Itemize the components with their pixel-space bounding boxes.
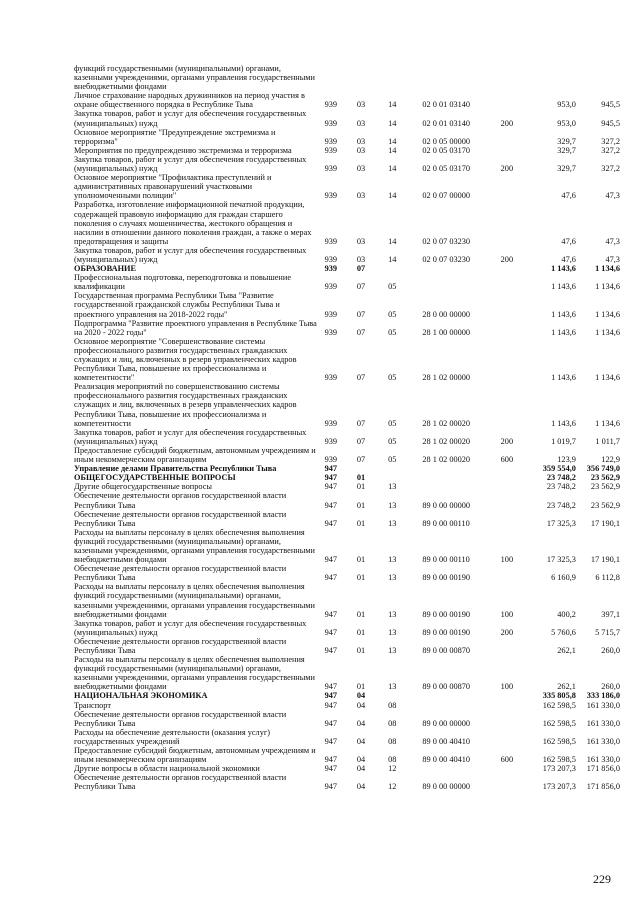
row-amount-executed-cell: 5 715,7	[595, 627, 620, 637]
row-name-cell: Обеспечение деятельности органов государственной власти Республики Тыва	[74, 773, 287, 792]
table-row	[74, 109, 620, 127]
table-row	[74, 528, 620, 564]
row-name-cell: Транспорт	[74, 700, 111, 710]
row-amount-executed-cell: 327,2	[601, 164, 620, 174]
row-name-cell: Личное страхование народных дружинников на период участия в охране общественного порядка в Республике Тыва	[74, 91, 305, 110]
row-amount-executed-cell: 161 330,0	[586, 718, 620, 728]
row-amount-approved-cell: 1 143,6	[551, 373, 576, 383]
table-row	[74, 728, 620, 746]
table-row	[74, 746, 620, 764]
row-target-article-cell: 89 0 00 00110	[422, 518, 470, 528]
table-row	[74, 291, 620, 318]
row-section-code-cell: 03	[356, 145, 366, 155]
row-amount-approved-cell: 329,7	[557, 145, 576, 155]
table-row	[74, 264, 620, 273]
row-expense-type-cell: 200	[500, 436, 514, 446]
row-amount-approved-cell: 162 598,5	[542, 755, 576, 765]
row-name-cell: Обеспечение деятельности органов государственной власти Республики Тыва	[74, 564, 287, 583]
row-amount-approved-cell: 1 019,7	[551, 436, 576, 446]
row-target-article-cell: 28 1 02 00000	[422, 373, 471, 383]
row-amount-approved-cell: 329,7	[557, 164, 576, 174]
row-subsection-code-cell: 08	[388, 736, 397, 746]
row-ministry-code-cell: 947	[324, 700, 338, 710]
row-amount-executed-cell: 17 190,1	[590, 555, 620, 565]
row-ministry-code-cell: 939	[324, 309, 338, 319]
row-expense-type-cell: 200	[500, 118, 514, 128]
row-amount-approved-cell: 173 207,3	[542, 764, 576, 774]
row-subsection-code-cell: 08	[388, 755, 397, 765]
row-ministry-code-cell: 939	[324, 100, 338, 110]
row-amount-approved-cell: 162 598,5	[542, 736, 576, 746]
row-amount-executed-cell: 1 134,6	[595, 309, 620, 319]
row-subsection-code-cell: 13	[388, 500, 397, 510]
table-row	[74, 246, 620, 264]
row-expense-type-cell: 100	[500, 682, 514, 692]
table-row	[74, 200, 620, 245]
row-subsection-code-cell: 14	[388, 254, 397, 264]
row-ministry-code-cell: 939	[324, 373, 338, 383]
row-section-code-cell: 01	[356, 482, 366, 492]
table-row	[74, 473, 620, 482]
row-ministry-code-cell: 939	[324, 455, 338, 465]
row-amount-executed-cell: 1 134,6	[595, 418, 620, 428]
row-name-cell: Разработка, изготовление информационной печатной продукции, содержащей правовую информацию для граждан старшего поколения о случаях мошенничества, жестокого обращения и насилии в отношении данного поколения граждан, а также о мерах предотвращения и защиты	[74, 200, 312, 246]
row-section-code-cell: 07	[356, 455, 366, 465]
row-amount-approved-cell: 1 143,6	[551, 418, 576, 428]
row-name-cell: Расходы на выплаты персоналу в целях обеспечения выполнения функций государственными (муниципальными) органами, казенными учреждениями, органами управления государственными внебюджетными фондами	[74, 582, 315, 619]
row-target-article-cell: 89 0 00 40410	[422, 736, 471, 746]
row-amount-executed-cell: 327,2	[601, 136, 620, 146]
row-name-cell: Профессиональная подготовка, переподготовка и повышение квалификации	[74, 273, 291, 292]
row-ministry-code-cell: 939	[324, 118, 338, 128]
row-amount-approved-cell: 162 598,5	[542, 718, 576, 728]
table-row	[74, 619, 620, 637]
row-ministry-code-cell: 947	[324, 646, 338, 655]
row-amount-executed-cell: 945,5	[601, 100, 620, 110]
row-section-code-cell: 07	[356, 309, 366, 319]
row-subsection-code-cell: 05	[388, 309, 397, 319]
row-target-article-cell: 89 0 00 00190	[422, 573, 471, 583]
row-section-code-cell: 07	[356, 373, 366, 383]
row-amount-approved-cell: 5 760,6	[551, 627, 576, 637]
row-ministry-code-cell: 939	[324, 164, 338, 174]
row-amount-approved-cell: 23 748,2	[546, 500, 576, 510]
row-name-cell: Закупка товаров, работ и услуг для обеспечения государственных (муниципальных) нужд	[74, 618, 307, 637]
row-target-article-cell: 02 0 05 00000	[422, 136, 471, 146]
row-subsection-code-cell: 08	[388, 700, 397, 710]
row-amount-executed-cell: 356 749,0	[586, 464, 620, 474]
row-target-article-cell: 89 0 00 40410	[422, 755, 471, 765]
table-row	[74, 446, 620, 464]
row-section-code-cell: 01	[356, 627, 366, 637]
row-ministry-code-cell: 939	[324, 145, 338, 155]
row-amount-executed-cell: 1 134,6	[595, 264, 620, 274]
table-row	[74, 482, 620, 491]
table-row	[74, 510, 620, 528]
row-subsection-code-cell: 13	[388, 482, 397, 492]
row-name-cell: Управление делами Правительства Республики Тыва	[74, 464, 277, 474]
row-subsection-code-cell: 13	[388, 518, 397, 528]
row-ministry-code-cell: 939	[324, 418, 338, 428]
table-row	[74, 155, 620, 173]
row-ministry-code-cell: 947	[324, 718, 338, 728]
row-amount-executed-cell: 47,3	[605, 254, 620, 264]
row-amount-approved-cell: 17 325,3	[546, 518, 576, 528]
row-ministry-code-cell: 939	[324, 136, 338, 146]
row-amount-executed-cell: 23 562,9	[590, 500, 620, 510]
row-subsection-code-cell: 13	[388, 627, 397, 637]
row-section-code-cell: 07	[356, 264, 366, 274]
row-target-article-cell: 02 0 05 03170	[422, 145, 471, 155]
row-amount-approved-cell: 47,6	[561, 191, 576, 201]
row-subsection-code-cell: 05	[388, 436, 397, 446]
row-subsection-code-cell: 05	[388, 282, 397, 292]
row-amount-executed-cell: 161 330,0	[586, 700, 620, 710]
row-amount-executed-cell: 171 856,0	[586, 764, 620, 774]
row-ministry-code-cell: 939	[324, 264, 338, 274]
row-section-code-cell: 04	[356, 755, 366, 765]
row-subsection-code-cell: 13	[388, 646, 397, 655]
row-ministry-code-cell: 947	[324, 755, 338, 765]
table-row	[74, 764, 620, 773]
row-ministry-code-cell: 947	[324, 764, 338, 774]
row-subsection-code-cell: 05	[388, 418, 397, 428]
row-name-cell: ОБЩЕГОСУДАРСТВЕННЫЕ ВОПРОСЫ	[74, 473, 236, 483]
row-target-article-cell: 02 0 07 03230	[422, 254, 471, 264]
row-amount-executed-cell: 260,0	[601, 682, 620, 692]
budget-table	[74, 64, 620, 792]
row-amount-approved-cell: 262,1	[557, 682, 576, 692]
row-subsection-code-cell: 14	[388, 236, 397, 246]
row-section-code-cell: 01	[356, 500, 366, 510]
row-amount-executed-cell: 945,5	[601, 118, 620, 128]
row-section-code-cell: 03	[356, 118, 366, 128]
row-amount-approved-cell: 162 598,5	[542, 700, 576, 710]
row-section-code-cell: 01	[356, 473, 366, 483]
row-target-article-cell: 02 0 07 00000	[422, 191, 471, 201]
row-section-code-cell: 07	[356, 282, 366, 292]
row-expense-type-cell: 200	[500, 254, 514, 264]
row-amount-executed-cell: 122,9	[601, 455, 620, 465]
row-amount-approved-cell: 173 207,3	[542, 782, 576, 792]
row-expense-type-cell: 100	[500, 609, 514, 619]
row-amount-approved-cell: 1 143,6	[551, 309, 576, 319]
table-row	[74, 64, 620, 91]
row-ministry-code-cell: 947	[324, 555, 338, 565]
row-expense-type-cell: 200	[500, 164, 514, 174]
table-row	[74, 655, 620, 691]
row-section-code-cell: 01	[356, 555, 366, 565]
table-row	[74, 273, 620, 291]
row-section-code-cell: 03	[356, 254, 366, 264]
table-row	[74, 582, 620, 618]
row-target-article-cell: 89 0 00 00190	[422, 627, 471, 637]
row-section-code-cell: 01	[356, 518, 366, 528]
row-subsection-code-cell: 08	[388, 718, 397, 728]
row-amount-executed-cell: 47,3	[605, 191, 620, 201]
row-target-article-cell: 89 0 00 00110	[422, 555, 470, 565]
row-name-cell: Закупка товаров, работ и услуг для обеспечения государственных (муниципальных) нужд	[74, 154, 307, 174]
row-name-cell: Предоставление субсидий бюджетным, автономным учреждениям и иным некоммерческим организациям	[74, 445, 316, 465]
row-name-cell: Государственная программа Республики Тыва "Развитие государственной гражданской службы Республики Тыва и проектного управления на 2018-2022 годы"	[74, 291, 280, 319]
row-expense-type-cell: 600	[500, 755, 514, 765]
row-name-cell: Мероприятия по предупреждению экстремизма и терроризма	[74, 145, 292, 155]
row-ministry-code-cell: 939	[324, 436, 338, 446]
row-section-code-cell: 07	[356, 327, 366, 337]
row-section-code-cell: 04	[356, 736, 366, 746]
row-name-cell: Основное мероприятие "Предупреждение экстремизма и терроризма"	[74, 127, 276, 146]
row-ministry-code-cell: 939	[324, 282, 338, 292]
row-section-code-cell: 01	[356, 609, 366, 619]
row-section-code-cell: 03	[356, 136, 366, 146]
row-name-cell: Реализация мероприятий по совершенствованию системы профессионального развития государственных гражданских служащих и лиц, включенных в резерв управленческих кадров Республики Тыва, повышение их профессионализма и компетентности	[74, 382, 297, 428]
row-subsection-code-cell: 14	[388, 145, 397, 155]
row-name-cell: Расходы на выплаты персоналу в целях обеспечения выполнения функций государственными (муниципальными) органами, казенными учреждениями, органами управления государственными внебюджетными фондами	[74, 655, 315, 692]
row-subsection-code-cell: 13	[388, 555, 397, 565]
row-expense-type-cell: 100	[500, 555, 514, 565]
row-section-code-cell: 03	[356, 100, 366, 110]
table-row	[74, 691, 620, 700]
row-target-article-cell: 28 1 02 00020	[422, 418, 471, 428]
row-name-cell: НАЦИОНАЛЬНАЯ ЭКОНОМИКА	[74, 691, 208, 701]
table-row	[74, 146, 620, 155]
row-subsection-code-cell: 14	[388, 191, 397, 201]
row-name-cell: Обеспечение деятельности органов государственной власти Республики Тыва	[74, 709, 287, 728]
table-row	[74, 337, 620, 382]
table-row	[74, 491, 620, 509]
row-subsection-code-cell: 13	[388, 682, 397, 692]
row-name-cell: Обеспечение деятельности органов государственной власти Республики Тыва	[74, 636, 287, 655]
row-amount-executed-cell: 171 856,0	[586, 782, 620, 792]
row-name-cell: Другие вопросы в области национальной экономики	[74, 764, 260, 774]
table-row	[74, 701, 620, 710]
row-amount-executed-cell: 161 330,0	[586, 755, 620, 765]
row-amount-approved-cell: 23 748,2	[546, 473, 576, 483]
table-row	[74, 637, 620, 655]
row-target-article-cell: 02 0 01 03140	[422, 100, 471, 110]
row-amount-approved-cell: 953,0	[557, 100, 576, 110]
row-name-cell: Подпрограмма "Развитие проектного управления в Республике Тыва на 2020 - 2022 годы"	[74, 318, 317, 337]
row-ministry-code-cell: 939	[324, 327, 338, 337]
row-name-cell: Предоставление субсидий бюджетным, автономным учреждениям и иным некоммерческим организациям	[74, 746, 316, 765]
row-amount-approved-cell: 329,7	[557, 136, 576, 146]
row-section-code-cell: 07	[356, 418, 366, 428]
row-amount-approved-cell: 23 748,2	[546, 482, 576, 492]
row-ministry-code-cell: 947	[324, 464, 338, 474]
row-amount-executed-cell: 1 134,6	[595, 327, 620, 337]
row-amount-approved-cell: 47,6	[561, 236, 576, 246]
row-section-code-cell: 03	[356, 191, 366, 201]
row-ministry-code-cell: 939	[324, 236, 338, 246]
row-ministry-code-cell: 939	[324, 254, 338, 264]
row-ministry-code-cell: 939	[324, 191, 338, 201]
row-amount-executed-cell: 23 562,9	[590, 473, 620, 483]
row-section-code-cell: 01	[356, 573, 366, 583]
row-amount-executed-cell: 161 330,0	[586, 736, 620, 746]
row-amount-executed-cell: 6 112,8	[595, 573, 620, 583]
row-name-cell: Закупка товаров, работ и услуг для обеспечения государственных (муниципальных) нужд	[74, 109, 307, 128]
table-row	[74, 464, 620, 473]
row-amount-approved-cell: 953,0	[557, 118, 576, 128]
row-expense-type-cell: 200	[500, 627, 514, 637]
row-amount-executed-cell: 23 562,9	[590, 482, 620, 492]
row-amount-executed-cell: 397,1	[601, 609, 620, 619]
row-subsection-code-cell: 12	[388, 782, 397, 792]
row-amount-executed-cell: 1 134,6	[595, 282, 620, 292]
row-subsection-code-cell: 12	[388, 764, 397, 774]
row-ministry-code-cell: 947	[324, 482, 338, 492]
row-section-code-cell: 07	[356, 436, 366, 446]
row-name-cell: Закупка товаров, работ и услуг для обеспечения государственных (муниципальных) нужд	[74, 427, 307, 446]
row-target-article-cell: 02 0 05 03170	[422, 164, 471, 174]
row-subsection-code-cell: 14	[388, 100, 397, 110]
row-subsection-code-cell: 05	[388, 455, 397, 465]
row-ministry-code-cell: 947	[324, 627, 338, 637]
row-amount-executed-cell: 17 190,1	[590, 518, 620, 528]
row-ministry-code-cell: 947	[324, 782, 338, 792]
row-ministry-code-cell: 947	[324, 736, 338, 746]
table-row	[74, 773, 620, 791]
row-name-cell: Основное мероприятие "Совершенствование системы профессионального развития государственных гражданских служащих и лиц, включенных в резерв управленческих кадров Республики Тыва, повышение их профессионализма и компетентности"	[74, 336, 297, 383]
row-section-code-cell: 01	[356, 682, 366, 692]
row-amount-approved-cell: 47,6	[561, 254, 576, 264]
page-number: 229	[593, 872, 611, 886]
row-name-cell: Основное мероприятие "Профилактика преступлений и административных правонарушений участковыми уполномоченными полиции"	[74, 173, 272, 201]
table-row	[74, 564, 620, 582]
row-expense-type-cell: 600	[500, 455, 514, 465]
row-amount-approved-cell: 262,1	[557, 646, 576, 655]
row-amount-executed-cell: 1 011,7	[595, 436, 620, 446]
row-amount-approved-cell: 1 143,6	[551, 282, 576, 292]
row-ministry-code-cell: 947	[324, 518, 338, 528]
row-subsection-code-cell: 13	[388, 573, 397, 583]
row-subsection-code-cell: 05	[388, 327, 397, 337]
row-section-code-cell: 03	[356, 164, 366, 174]
row-target-article-cell: 89 0 00 00000	[422, 500, 471, 510]
row-ministry-code-cell: 947	[324, 500, 338, 510]
table-row	[74, 710, 620, 728]
row-section-code-cell: 04	[356, 764, 366, 774]
row-amount-approved-cell: 1 143,6	[551, 327, 576, 337]
row-name-cell: функций государственными (муниципальными) органами, казенными учреждениями, органами управления государственными внебюджетными фондами	[74, 64, 315, 92]
row-name-cell: Обеспечение деятельности органов государственной власти Республики Тыва	[74, 491, 287, 510]
row-subsection-code-cell: 14	[388, 136, 397, 146]
row-amount-executed-cell: 47,3	[605, 236, 620, 246]
row-amount-approved-cell: 359 554,0	[542, 464, 576, 474]
row-section-code-cell: 03	[356, 236, 366, 246]
table-row	[74, 128, 620, 146]
row-amount-approved-cell: 6 160,9	[551, 573, 576, 583]
table-row	[74, 319, 620, 337]
row-amount-executed-cell: 1 134,6	[595, 373, 620, 383]
row-target-article-cell: 89 0 00 00000	[422, 782, 471, 792]
row-name-cell: Расходы на выплаты персоналу в целях обеспечения выполнения функций государственными (муниципальными) органами, казенными учреждениями, органами управления государственными внебюджетными фондами	[74, 527, 315, 565]
row-section-code-cell: 04	[356, 718, 366, 728]
row-ministry-code-cell: 947	[324, 682, 338, 692]
row-target-article-cell: 89 0 00 00190	[422, 609, 471, 619]
table-row	[74, 91, 620, 109]
row-target-article-cell: 89 0 00 00870	[422, 682, 471, 692]
row-section-code-cell: 01	[356, 646, 366, 655]
row-amount-executed-cell: 333 186,0	[586, 691, 620, 701]
row-subsection-code-cell: 05	[388, 373, 397, 383]
row-target-article-cell: 28 0 00 00000	[422, 309, 471, 319]
table-row	[74, 382, 620, 427]
row-target-article-cell: 02 0 01 03140	[422, 118, 471, 128]
row-section-code-cell: 04	[356, 782, 366, 792]
table-row	[74, 173, 620, 200]
row-target-article-cell: 28 1 02 00020	[422, 455, 471, 465]
row-amount-approved-cell: 1 143,6	[551, 264, 576, 274]
row-amount-approved-cell: 17 325,3	[546, 555, 576, 565]
table-row	[74, 428, 620, 446]
row-amount-executed-cell: 260,0	[601, 646, 620, 655]
row-amount-approved-cell: 335 805,8	[542, 691, 576, 701]
row-amount-approved-cell: 400,2	[557, 609, 576, 619]
row-target-article-cell: 89 0 00 00000	[422, 718, 471, 728]
row-name-cell: Закупка товаров, работ и услуг для обеспечения государственных (муниципальных) нужд	[74, 245, 307, 264]
row-target-article-cell: 28 1 00 00000	[422, 327, 471, 337]
row-name-cell: ОБРАЗОВАНИЕ	[74, 264, 137, 274]
row-target-article-cell: 02 0 07 03230	[422, 236, 471, 246]
row-ministry-code-cell: 947	[324, 473, 338, 483]
row-target-article-cell: 89 0 00 00870	[422, 646, 471, 655]
row-amount-approved-cell: 123,9	[557, 455, 576, 465]
row-target-article-cell: 28 1 02 00020	[422, 436, 471, 446]
row-ministry-code-cell: 947	[324, 573, 338, 583]
row-name-cell: Обеспечение деятельности органов государственной власти Республики Тыва	[74, 509, 287, 528]
row-name-cell: Расходы на обеспечение деятельности (оказания услуг) государственных учреждений	[74, 727, 271, 746]
row-section-code-cell: 04	[356, 700, 366, 710]
row-name-cell: Другие общегосударственные вопросы	[74, 482, 212, 492]
row-subsection-code-cell: 13	[388, 609, 397, 619]
row-section-code-cell: 04	[356, 691, 366, 701]
row-subsection-code-cell: 14	[388, 164, 397, 174]
row-subsection-code-cell: 14	[388, 118, 397, 128]
row-ministry-code-cell: 947	[324, 691, 338, 701]
row-ministry-code-cell: 947	[324, 609, 338, 619]
row-amount-executed-cell: 327,2	[601, 145, 620, 155]
